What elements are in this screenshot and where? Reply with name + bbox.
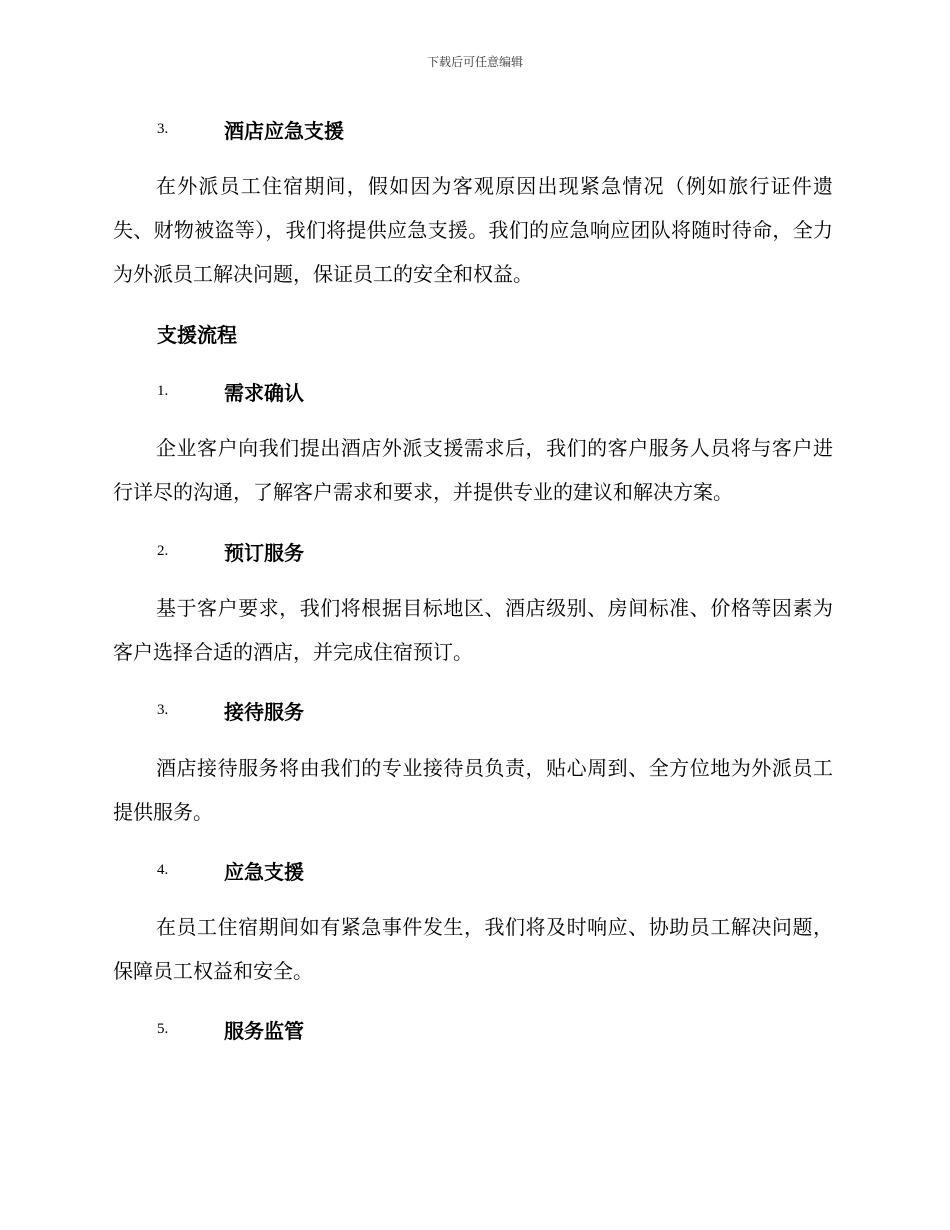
section-paragraph-emergency: 在外派员工住宿期间，假如因为客观原因出现紧急情况（例如旅行证件遗失、财物被盗等），我们将提供应急支援。我们的应急响应团队将随时待命，全力为外派员工解决问题，保证员工的安全和权益。 bbox=[113, 174, 833, 286]
step-heading-3 bbox=[157, 695, 304, 725]
section-title: 酒店应急支援 bbox=[224, 118, 344, 143]
step-number: 4. bbox=[157, 861, 169, 878]
step-paragraph-1: 企业客户向我们提出酒店外派支援需求后，我们的客户服务人员将与客户进行详尽的沟通，了解客户需求和要求，并提供专业的建议和解决方案。 bbox=[113, 436, 833, 504]
section-heading-emergency bbox=[157, 114, 344, 144]
step-title: 预订服务 bbox=[224, 540, 304, 565]
page-header: 下载后可任意编辑 bbox=[426, 55, 523, 69]
step-number: 2. bbox=[157, 542, 169, 559]
step-paragraph-2: 基于客户要求，我们将根据目标地区、酒店级别、房间标准、价格等因素为客户选择合适的酒店，并完成住宿预订。 bbox=[113, 596, 833, 664]
step-paragraph-3: 酒店接待服务将由我们的专业接待员负责，贴心周到、全方位地为外派员工提供服务。 bbox=[113, 756, 833, 824]
step-title: 需求确认 bbox=[224, 380, 304, 405]
step-heading-1 bbox=[157, 376, 304, 406]
step-number: 5. bbox=[157, 1020, 169, 1037]
step-number: 3. bbox=[157, 701, 169, 718]
section-number: 3. bbox=[157, 120, 169, 137]
step-heading-4 bbox=[157, 855, 304, 885]
step-paragraph-4: 在员工住宿期间如有紧急事件发生，我们将及时响应、协助员工解决问题，保障员工权益和安全。 bbox=[113, 915, 833, 983]
process-heading: 支援流程 bbox=[157, 322, 237, 347]
step-title: 接待服务 bbox=[224, 699, 304, 724]
step-title: 服务监管 bbox=[224, 1018, 304, 1043]
step-heading-2 bbox=[157, 536, 304, 566]
step-heading-5 bbox=[157, 1014, 304, 1044]
step-number: 1. bbox=[157, 382, 169, 399]
step-title: 应急支援 bbox=[224, 859, 304, 884]
